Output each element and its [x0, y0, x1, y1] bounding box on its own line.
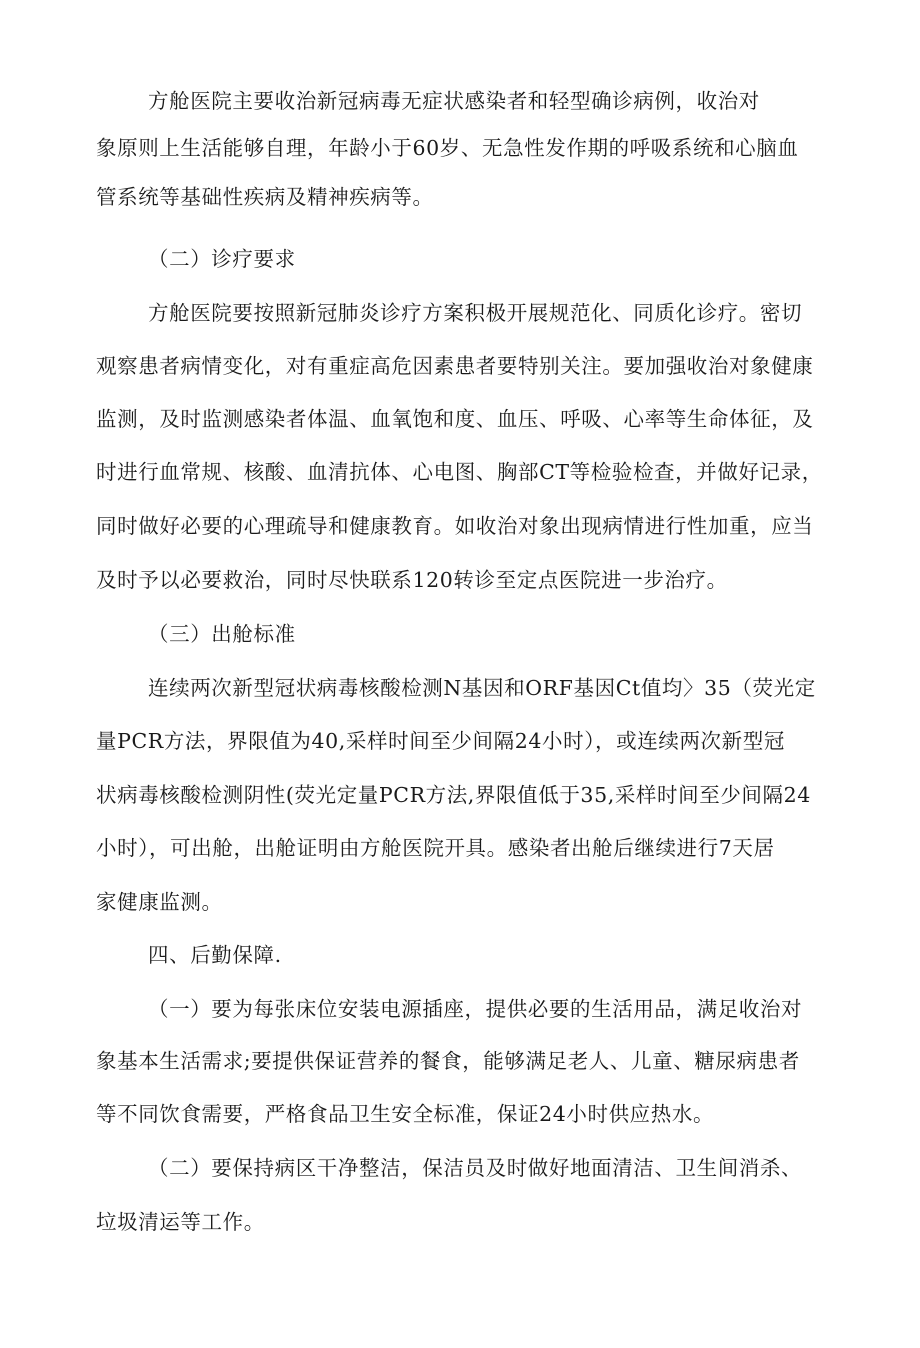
- text-line: 象基本生活需求;要提供保证营养的餐食，能够满足老人、儿童、糖尿病患者: [96, 1049, 800, 1073]
- text-line: 监测，及时监测感染者体温、血氧饱和度、血压、呼吸、心率等生命体征，及: [96, 407, 814, 431]
- text-line: 管系统等基础性疾病及精神疾病等。: [96, 185, 434, 209]
- text-line: 量PCR方法，界限值为40,采样时间至少间隔24小时），或连续两次新型冠: [96, 729, 785, 753]
- text-line: 状病毒核酸检测阴性(荧光定量PCR方法,界限值低于35,采样时间至少间隔24: [96, 783, 811, 807]
- text-line: 连续两次新型冠状病毒核酸检测N基因和ORF基因Ct值均〉35（荧光定: [148, 676, 816, 700]
- text-line: （一）要为每张床位安装电源插座，提供必要的生活用品，满足收治对: [148, 997, 803, 1021]
- section-heading: （二）诊疗要求: [148, 247, 296, 271]
- text-line: 家健康监测。: [96, 890, 223, 914]
- section-heading: （三）出舱标准: [148, 622, 296, 646]
- text-line: 等不同饮食需要，严格食品卫生安全标准，保证24小时供应热水。: [96, 1102, 715, 1126]
- text-line: （二）要保持病区干净整洁，保洁员及时做好地面清洁、卫生间消杀、: [148, 1156, 803, 1180]
- text-line: 垃圾清运等工作。: [96, 1210, 265, 1234]
- text-line: 同时做好必要的心理疏导和健康教育。如收治对象出现病情进行性加重，应当: [96, 514, 814, 538]
- text-line: 观察患者病情变化，对有重症高危因素患者要特别关注。要加强收治对象健康: [96, 354, 814, 378]
- text-line: 象原则上生活能够自理，年龄小于60岁、无急性发作期的呼吸系统和心脑血: [96, 136, 799, 160]
- section-heading: 四、后勤保障.: [148, 943, 282, 967]
- text-line: 方舱医院要按照新冠肺炎诊疗方案积极开展规范化、同质化诊疗。密切: [148, 301, 803, 325]
- text-line: 时进行血常规、核酸、血清抗体、心电图、胸部CT等检验检查，并做好记录，: [96, 460, 823, 484]
- text-line: 方舱医院主要收治新冠病毒无症状感染者和轻型确诊病例，收治对: [148, 89, 760, 113]
- text-line: 小时），可出舱，出舱证明由方舱医院开具。感染者出舱后继续进行7天居: [96, 836, 775, 860]
- text-line: 及时予以必要救治，同时尽快联系120转诊至定点医院进一步治疗。: [96, 568, 728, 592]
